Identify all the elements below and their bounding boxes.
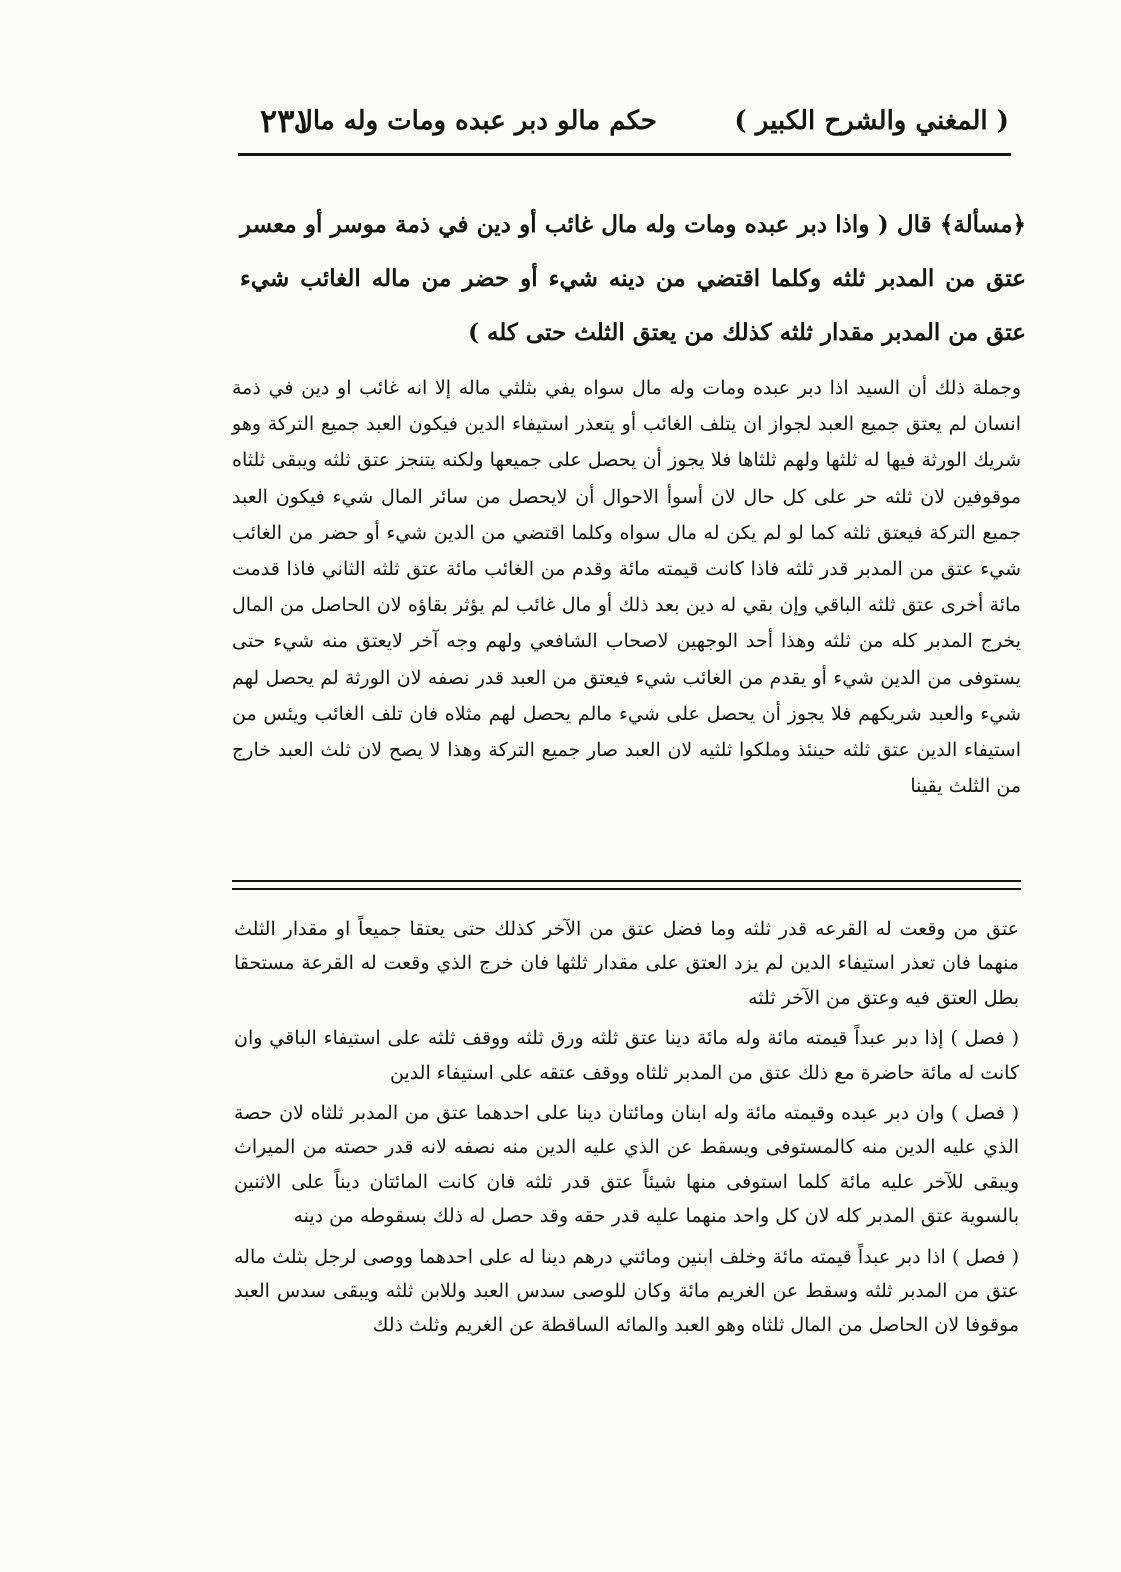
lower-section bbox=[234, 912, 1019, 1349]
paragraph-label: ( فصل ) bbox=[950, 1102, 1019, 1125]
paragraph bbox=[234, 1240, 1019, 1343]
page-number: ٢٣١ bbox=[260, 102, 312, 140]
commentary-block bbox=[232, 370, 1021, 804]
paragraph bbox=[234, 1021, 1019, 1090]
section-title: حكم مالو دبر عبده ومات وله مال bbox=[293, 106, 657, 136]
paragraph bbox=[234, 1096, 1019, 1234]
paragraph-text: اذا دبر عبداً قيمته مائة وخلف ابنين ومائتي درهم دينا له على احدهما ووصى لرجل بثلث ماله عتق من المدبر ثلثه وسقط عن الغريم مائة وكان للوصى سدس العبد وللابن ثلثه ويبقى سدس العبد موقوفا لان الحاصل من المال ثلثاه وهو العبد والمائه الساقطة عن الغريم وثلث ذلك bbox=[234, 1245, 1019, 1337]
separator-line-top bbox=[232, 880, 1021, 882]
paragraph-text: إذا دبر عبداً قيمته مائة وله مائة دينا عتق ثلثه ورق ثلثه ووقف ثلثه على استيفاء الباقي وان كانت له مائة حاضرة مع ذلك عتق من المدبر ثلثاه ووقف عتقه على استيفاء الدين bbox=[234, 1027, 1019, 1084]
paragraph-label: ( فصل ) bbox=[951, 1245, 1019, 1268]
separator-line-bottom bbox=[232, 888, 1021, 890]
issue-text: قال ( واذا دبر عبده ومات وله مال غائب أو دين في ذمة موسر أو معسر عتق من المدبر ثلثه وكلما اقتضي من دينه شيء أو حضر من ماله الغائب شيء عتق من المدبر مقدار ثلثه كذلك من يعتق الثلث حتى كله ) bbox=[240, 211, 1026, 346]
paragraph bbox=[234, 912, 1019, 1015]
page-header bbox=[240, 100, 1009, 152]
paragraph-text: عتق من وقعت له القرعه قدر ثلثه وما فضل عتق من الآخر كذلك حتى يعتقا جميعاً او مقدار الثلث منهما فان تعذر استيفاء الدين لم يزد العتق على مقدار ثلثها فان خرج الذي وقعت له القرعة مستحقا بطل العتق فيه وعتق من الآخر ثلثه bbox=[234, 918, 1019, 1009]
book-title: ( المغني والشرح الكبير ) bbox=[734, 106, 1009, 136]
header-rule bbox=[238, 153, 1011, 156]
issue-label: ﴿مسألة﴾ bbox=[939, 211, 1026, 238]
issue-block bbox=[240, 198, 1026, 360]
commentary-text: وجملة ذلك أن السيد اذا دبر عبده ومات وله مال سواه يفي بثلثي ماله إلا انه غائب او دين في ذمة انسان لم يعتق جميع العبد لجواز ان يتلف الغائب أو يتعذر استيفاء الدين فيكون العبد جميع التركة وهو شريك الورثة فيها له ثلثها ولهم ثلثاها فلا يجوز أن يحصل على جميعها ولكنه يتنجز عتق ثلثه ويبقى ثلثاه موقوفين لان ثلثه حر على كل حال لان أسوأ الاحوال أن لايحصل من سائر المال شيء فيكون العبد جميع التركة فيعتق ثلثه كما لو لم يكن له مال سواه وكلما اقتضي من الدين شيء أو حضر من الغائب شيء عتق من المدبر قدر ثلثه فاذا كانت قيمته مائة وقدم من الغائب مائة عتق ثلثه الثاني فاذا قدمت مائة أخرى عتق ثلثه الباقي وإن بقي له دين بعد ذلك أو مال غائب لم يؤثر بقاؤه لان الحاصل من المال يخرج المدبر كله من ثلثه وهذا أحد الوجهين لاصحاب الشافعي ولهم وجه آخر لايعتق منه شيء حتى يستوفى من الدين شيء أو يقدم من الغائب شيء فيعتق من العبد قدر نصفه لان الورثة لم يحصل لهم شيء والعبد شريكهم فلا يجوز أن يحصل على شيء مالم يحصل لهم مثلاه فان تلف الغائب ويئس من استيفاء الدين عتق ثلثه حينئذ وملكوا ثلثيه لان العبد صار جميع التركة وهذا لا يصح لان ثلث العبد خارج من الثلث يقينا bbox=[232, 377, 1021, 798]
paragraph-text: وان دبر عبده وقيمته مائة وله ابنان ومائتان دينا على احدهما عتق من المدبر ثلثاه لان حصة الذي عليه الدين منه كالمستوفى ويسقط عن الذي عليه الدين منه نصفه لانه قدر حصته من الميراث ويبقى للآخر عليه مائة كلما استوفى منها شيئاً عتق قدر ثلثه فان كانت المائتان ديناً على الاثنين بالسوية عتق المدبر كله لان كل واحد منهما عليه قدر حقه وقد حصل له ذلك بسقوطه من دينه bbox=[234, 1102, 1019, 1228]
paragraph-label: ( فصل ) bbox=[950, 1027, 1019, 1050]
